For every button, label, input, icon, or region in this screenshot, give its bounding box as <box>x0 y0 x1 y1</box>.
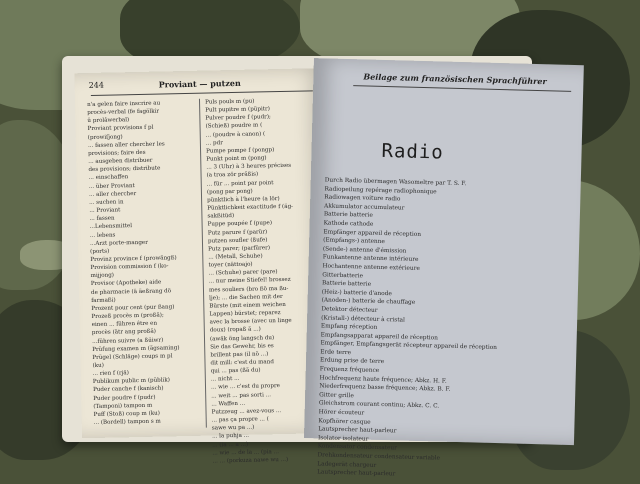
text-line: des provisions; distribute <box>88 165 161 174</box>
page-number: 244 <box>88 80 105 91</box>
text-line: Punkt point m (pong) <box>206 155 267 163</box>
right-page <box>304 58 584 478</box>
text-line: Detektor détecteur <box>321 306 378 314</box>
text-line: ... rien f (rjä) <box>92 370 130 378</box>
text-line: ... lebens <box>89 231 116 239</box>
text-line: ... (Metall, Schuhe) <box>208 253 263 261</box>
text-line: ... fassen aller chercher les <box>87 141 165 149</box>
text-line: brillent pas (il nö ...) <box>210 351 269 359</box>
text-line: ... (la ... a ...) <box>212 441 249 449</box>
text-line: (Schieß) poudre m ( <box>205 122 263 131</box>
text-line: ...Lebensmittel <box>89 223 133 231</box>
text-line: (Sende-) antenne d'émission <box>322 246 407 255</box>
text-line: Pumpe pompe f (pongp) <box>206 147 275 155</box>
dictionary-column-1 <box>87 99 204 432</box>
page-header: Proviant — putzen <box>158 77 241 90</box>
text-line: mijjong) <box>90 272 115 280</box>
text-line: ... wie ... c'est du propre <box>210 383 281 391</box>
text-line: Empfangsapparat appareil de réception <box>320 332 439 342</box>
text-line: einen ... führen être en <box>91 320 158 329</box>
text-line: doux) (ropaß ä ...) <box>209 326 261 334</box>
text-line: (ports) <box>90 248 110 255</box>
text-line: (a troa zör präßis) <box>206 171 259 179</box>
section-title: Radio <box>381 139 445 164</box>
text-line: ... ausgeben distribuer <box>88 157 153 166</box>
text-line: Durch Radio übermagen Wasomeltre par T. S. F. <box>324 177 467 188</box>
text-line: ... nur meine Stiefel! brossez <box>208 277 291 285</box>
text-line: (awäk öng langsch du) <box>209 334 275 343</box>
text-line: (pong par pong) <box>206 188 253 196</box>
text-line: ... einschaffen <box>88 174 129 182</box>
text-line: (Kristall-) détecteur à cristal <box>321 314 405 324</box>
text-line: putzen soufler (ßufe) <box>207 236 268 245</box>
text-line: (prowiſjong) <box>87 133 123 141</box>
text-line: Pult pupitre m (püpitr) <box>205 106 270 114</box>
text-line: ... wie ... de la ... (pia ... <box>212 448 280 457</box>
text-line: Hochfrequenz haute fréquence; Abkz. H. F. <box>319 375 447 385</box>
text-line: Radiopeilung repérage radiophonique <box>324 186 437 195</box>
text-line: lje); ... die Sachen mit der <box>209 293 283 302</box>
text-line: Putz parer; (parfürer) <box>208 245 271 253</box>
text-line: procès (ätr ang proßä) <box>91 329 157 337</box>
text-line: Gitter grille <box>319 392 354 400</box>
header-rule <box>353 85 571 92</box>
header-rule <box>91 90 313 96</box>
text-line: Proviant provisions f pl <box>87 125 154 133</box>
text-line: Bürste (mit einem weichen <box>209 301 286 310</box>
text-line: Kopfhörer casque <box>318 417 371 426</box>
text-line: ... über Proviant <box>88 182 135 190</box>
text-line: ... Proviant <box>89 207 121 215</box>
text-line: ... Waffen ... <box>211 400 246 408</box>
text-line: dit mill: c'est du mand <box>210 359 274 367</box>
text-line: Batterie batterie <box>321 280 372 288</box>
text-line: ü prolâwerbal) <box>87 117 130 125</box>
text-line: farmaßi) <box>91 297 116 304</box>
text-line: ... (poudre à canon) ( <box>205 130 266 139</box>
text-line: Erde terre <box>320 349 352 357</box>
text-line: qui ... pas (ßä du) <box>210 367 261 375</box>
text-line: ... la puhja ... <box>211 433 250 440</box>
text-line: ... nicht ... <box>210 376 240 383</box>
text-line: ... (Bordell) tampon s m <box>93 418 161 427</box>
text-line: ... (Schuhe) parer (pare) <box>208 269 278 277</box>
text-line: ... für ... point par point <box>206 179 274 188</box>
text-line: Puder canche f (kanisch) <box>92 385 164 394</box>
text-line: Pünktlichkeit exactitude f (äg- <box>207 203 294 212</box>
text-line: ...Arzt porte-manger <box>89 239 148 247</box>
text-line: ... pdr <box>205 140 223 147</box>
text-line: Putzzeug ... avez-vous ... <box>211 407 282 416</box>
text-line: Niederfrequenz basse fréquence; Abkz. B. F. <box>319 383 451 394</box>
left-page <box>74 68 332 465</box>
text-line: Hörer écouteur <box>318 409 365 417</box>
text-line: ... 3 (Uhr) à 3 heures précises <box>206 163 292 171</box>
supplement-header: Beilage zum französischen Sprachführer <box>363 71 547 87</box>
text-line: Batterie batterie <box>323 211 373 220</box>
text-line: Akkumulator accumulateur <box>323 203 405 212</box>
text-line: Empfang réception <box>320 323 378 331</box>
text-line: Lautsprecher haut-parleur <box>317 469 396 478</box>
text-line: Gitterbatterie <box>322 271 364 280</box>
text-line: Empfänger appareil de réception <box>323 229 422 238</box>
text-line: Lappen) bürstet; reparez <box>209 310 281 318</box>
text-line: mes souliers (bro ßö ma ßu- <box>208 285 289 294</box>
text-line: (Tamponi) tampon m <box>93 402 153 410</box>
text-line: Prügel (Schläge) coups m pl <box>92 353 173 361</box>
text-line: Puff (Stoß) coup m (ku) <box>93 410 160 418</box>
text-line: Lautsprecher haut-parleur <box>318 426 397 435</box>
text-line: Gleichstrom courant continu; Abkz. C. C. <box>318 400 440 410</box>
text-line: Puls pouls m (pu) <box>204 98 255 106</box>
text-line: procès-verbal (fe fagölkir <box>87 108 160 117</box>
text-line: Prüfung examen m (ägsaming) <box>92 344 180 353</box>
text-line: Empfänger, Empfangsgerät récepteur appareil de réception <box>320 340 497 352</box>
text-line: (ku) <box>92 362 104 369</box>
text-line: Ladegerät chargeur <box>317 460 377 469</box>
text-line: Kathode cathode <box>323 220 374 228</box>
text-line: Prozent pour cent (pur ßang) <box>91 304 175 312</box>
text-line: Prozeß procès m (proßä); <box>91 312 164 321</box>
text-line: ... aller chercher <box>88 190 137 198</box>
text-line: Puder poudre f (pudr) <box>93 394 156 402</box>
text-line: Pulver poudre f (pudr); <box>205 114 271 122</box>
text-line: Provisor (Apotheke) aide <box>90 279 162 288</box>
text-line: n'a gelen faire inscrire au <box>87 100 161 109</box>
text-line: sawe wu pa ...) <box>211 424 255 432</box>
radio-vocabulary-list <box>317 176 575 483</box>
text-line: Provision commission f (ko- <box>90 263 169 272</box>
text-line: Frequenz fréquence <box>319 366 380 375</box>
text-line: (Heiz-) batterie d'anode <box>321 289 392 297</box>
text-line: ... fassen <box>89 215 115 223</box>
phrasebook <box>62 48 547 478</box>
text-line: ... suchen in <box>89 199 124 206</box>
text-line: Provinz province f (prowängß) <box>90 255 177 263</box>
text-line: ... pas ça propre ... ( <box>211 416 269 424</box>
text-line: Drehkondensateur condensateur variable <box>317 452 441 462</box>
text-line: (Anoden-) batterie de chauffage <box>321 297 416 307</box>
text-line: Hochantenne antenne extérieure <box>322 263 420 272</box>
text-line: Radiowagen voiture radio <box>324 194 401 203</box>
text-line: pünktlich à l'heure (a lör) <box>207 195 280 204</box>
text-line: Sie das Gewehr, bis es <box>210 342 274 351</box>
text-line: ... ... (porkuza nawe wu ...) <box>212 456 289 465</box>
text-line: Kondensator condensateur <box>317 443 398 452</box>
text-line: Funkantenne antenne intérieure <box>322 254 419 264</box>
text-line: sakßitüd) <box>207 213 235 220</box>
text-line: Isolator isolateur <box>317 435 369 443</box>
text-line: toyer (nättoajo) <box>208 261 253 269</box>
text-line: (Empfangs-) antenne <box>323 237 385 246</box>
text-line: Erdung prise de terre <box>319 357 385 366</box>
text-line: ...führen suivre (a ßüiwr) <box>91 337 164 345</box>
text-line: Puppe poupée f (pupe) <box>207 220 273 228</box>
text-line: provisions; faire des <box>88 149 146 157</box>
text-line: de pharmacie (ä äeßrang dö <box>90 287 172 296</box>
text-line: Putz parure f (parür) <box>207 228 268 237</box>
text-line: ... weit ... pas sorti ... <box>211 391 272 400</box>
text-line: Publikum public m (püblik) <box>92 377 170 386</box>
text-line: avec la brosse (avec un linge <box>209 318 292 326</box>
